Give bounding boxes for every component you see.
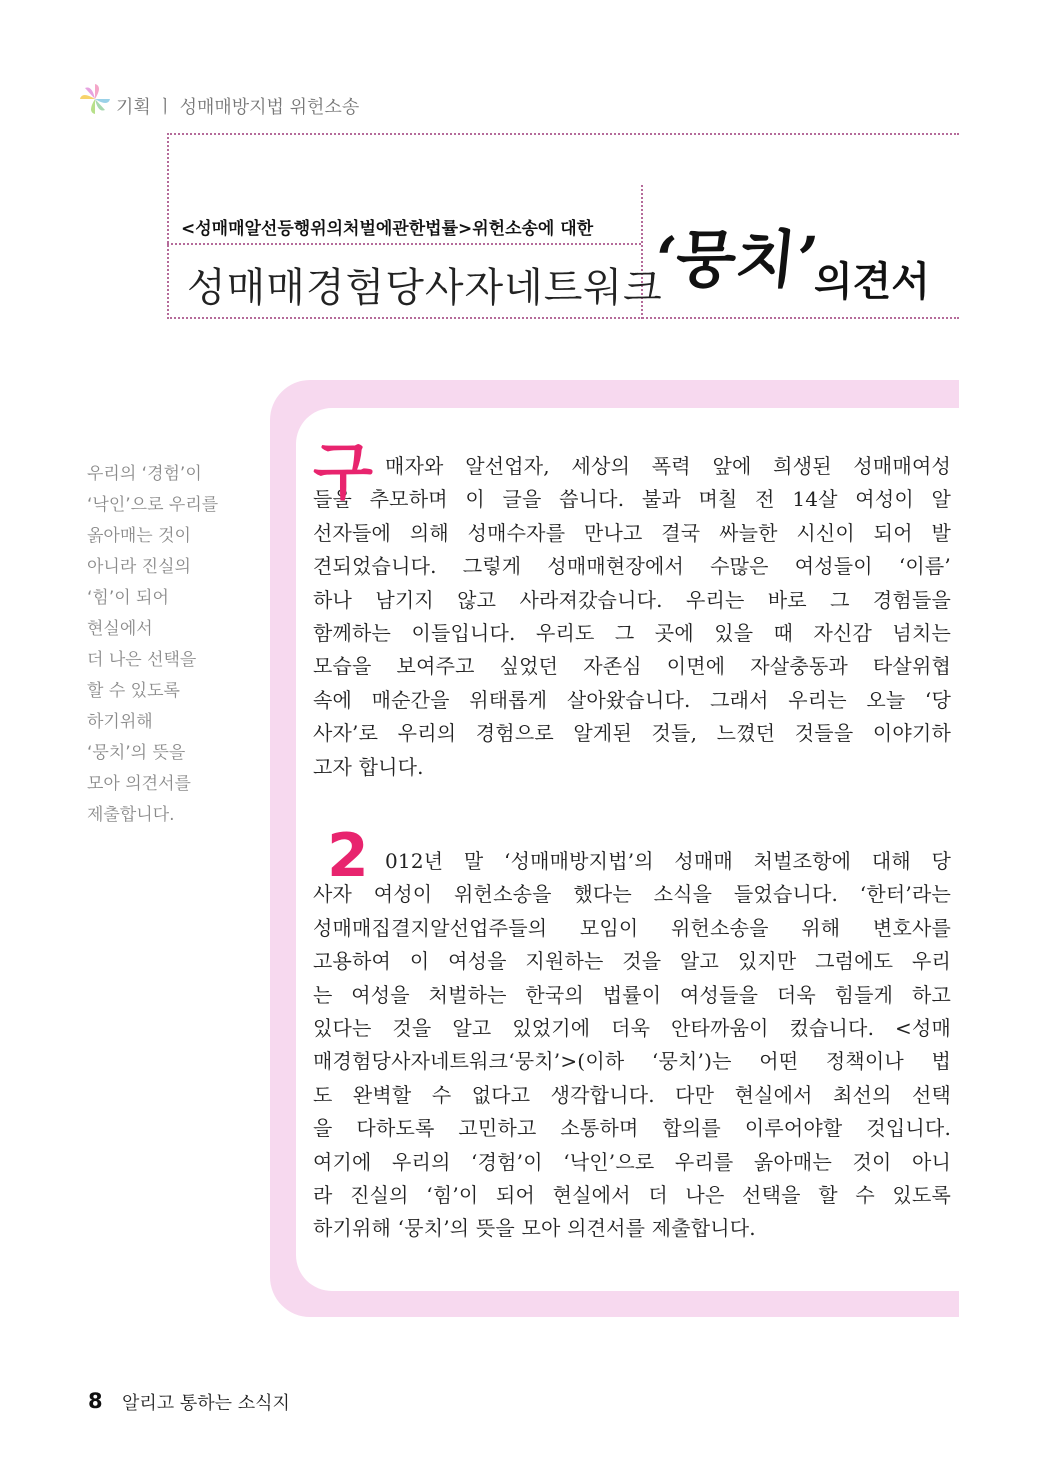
body-line: 함께하는 이들입니다. 우리도 그 곳에 있을 때 자신감 넘치는 [313,621,951,646]
body-line: 사자 여성이 위헌소송을 했다는 소식을 들었습니다. ‘한터’라는 [313,882,951,907]
body-line: 하기위해 ‘뭉치’의 뜻을 모아 의견서를 제출합니다. [313,1216,756,1241]
drop-cap: 2 [327,821,369,891]
body-line: 매경험당사자네트워크‘뭉치’>(이하 ‘뭉치’)는 어떤 정책이나 법 [313,1049,951,1074]
body-line: 견되었습니다. 그렇게 성매매현장에서 수많은 여성들이 ‘이름’ [313,554,951,579]
pull-quote-line: 하기위해 [87,712,153,732]
pull-quote-line: 옭아매는 것이 [87,526,191,546]
pull-quote-line: ‘뭉치’의 뜻을 [87,743,186,763]
publication-name: 알리고 통하는 소식지 [122,1393,290,1414]
pull-quote [87,459,247,831]
body-line: 012년 말 ‘성매매방지법’의 성매매 처벌조항에 대해 당 [385,849,951,873]
title-suffix: 의견서 [814,259,930,305]
panel-right-edge [959,380,1041,1317]
pull-quote-line: 할 수 있도록 [87,681,180,701]
body-line: 속에 매순간을 위태롭게 살아왔습니다. 그래서 우리는 오늘 ‘당 [313,687,951,712]
body-paragraph-1 [313,435,951,784]
body-line: 매자와 알선업자, 세상의 폭력 앞에 희생된 성매매여성 [385,454,951,478]
article-subtitle: <성매매알선등행위의처벌에관한법률>위헌소송에 대한 [181,219,594,239]
body-line: 있다는 것을 알고 있었기에 더욱 안타까움이 컸습니다. <성매 [313,1016,951,1041]
body-paragraph-2 [313,821,951,1246]
pull-quote-line: 우리의 ‘경험’이 [87,464,202,484]
section-label: 기획 ㅣ 성매매방지법 위헌소송 [116,97,360,118]
article-title: 성매매경험당사자네트워크 [187,265,663,311]
pull-quote-line: 모아 의견서를 [87,774,191,794]
pull-quote-line: 제출합니다. [87,805,175,825]
body-line: 을 다하도록 고민하고 소통하며 합의를 이루어야할 것입니다. [313,1116,951,1141]
body-line: 들을 추모하며 이 글을 씁니다. 불과 며칠 전 14살 여성이 알 [313,487,951,512]
pull-quote-line: ‘낙인’으로 우리를 [87,495,219,515]
drop-cap: 구 [313,435,373,508]
title-divider-horizontal [167,243,641,245]
body-line: 는 여성을 처벌하는 한국의 법률이 여성들을 더욱 힘들게 하고 [313,982,951,1007]
body-line: 라 진실의 ‘힘’이 되어 현실에서 더 나은 선택을 할 수 있도록 [313,1183,951,1208]
pull-quote-line: ‘힘’이 되어 [87,588,169,608]
body-line: 성매매집결지알선업주들의 모임이 위헌소송을 위해 변호사를 [313,915,951,940]
pull-quote-line: 더 나은 선택을 [87,650,197,670]
body-line: 모습을 보여주고 싶었던 자존심 이면에 자살충동과 타살위협 [313,654,951,679]
pull-quote-line: 현실에서 [87,619,153,639]
body-line: 선자들에 의해 성매수자를 만나고 결국 싸늘한 시신이 되어 발 [313,520,951,545]
body-line: 고용하여 이 여성을 지원하는 것을 알고 있지만 그럼에도 우리 [313,949,951,974]
page-number: 8 [88,1389,103,1413]
pinwheel-logo-icon [78,82,112,116]
body-line: 도 완벽할 수 없다고 생각합니다. 다만 현실에서 최선의 선택 [313,1082,951,1107]
body-line: 여기에 우리의 ‘경험’이 ‘낙인’으로 우리를 옭아매는 것이 아니 [313,1149,951,1174]
pull-quote-line: 아니라 진실의 [87,557,191,577]
body-line: 하나 남기지 않고 사라져갔습니다. 우리는 바로 그 경험들을 [313,587,951,612]
body-line: 사자’로 우리의 경험으로 알게된 것들, 느꼈던 것들을 이야기하 [313,721,951,746]
body-line: 고자 합니다. [313,754,424,779]
brand-name: ‘뭉치’ [650,223,822,296]
